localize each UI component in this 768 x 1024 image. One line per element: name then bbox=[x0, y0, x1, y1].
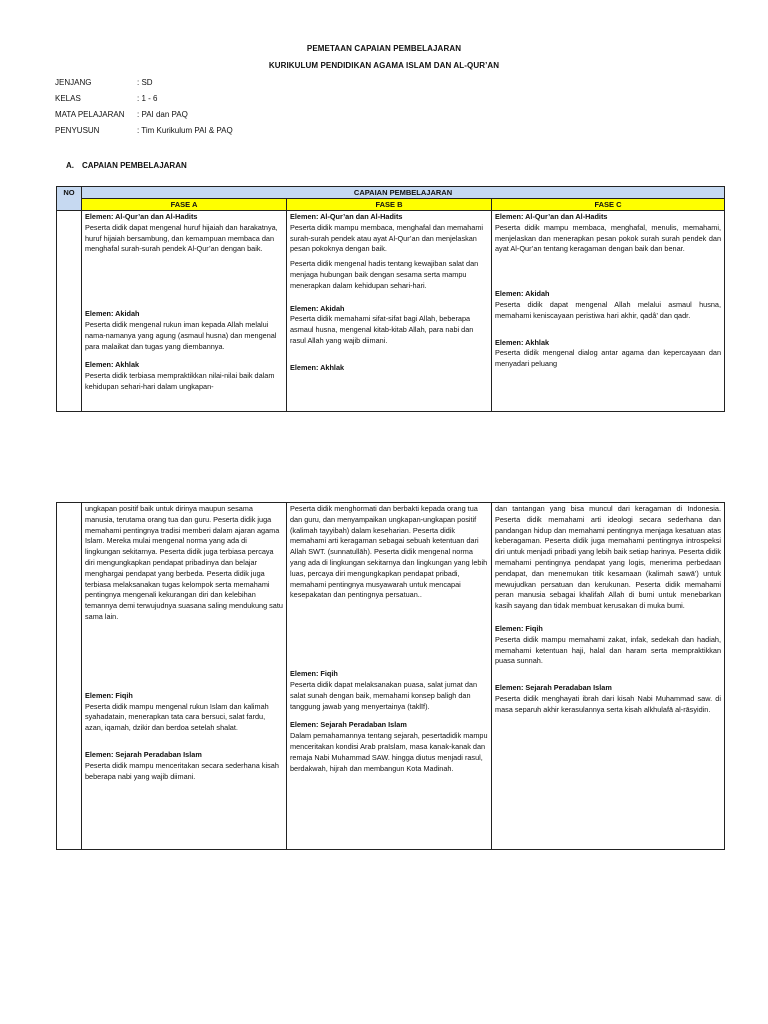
cell-fase-b bbox=[287, 211, 492, 412]
meta-value: : SD bbox=[137, 78, 153, 87]
element-title: Elemen: Sejarah Peradaban Islam bbox=[85, 749, 202, 759]
no-cell bbox=[57, 211, 82, 412]
element-text: Peserta didik dapat mengenal Allah melalui asmaul husna, memahami keniscayaan peristiwa hari akhir, qadâ’ dan qadr. bbox=[495, 299, 722, 320]
capaian-table-page-2 bbox=[56, 502, 725, 850]
element-title: Elemen: Sejarah Peradaban Islam bbox=[290, 720, 407, 730]
no-cell bbox=[57, 503, 82, 850]
meta-row-jenjang bbox=[55, 75, 233, 91]
meta-value: : PAI dan PAQ bbox=[137, 110, 188, 119]
element-text: Peserta didik mampu mengenal rukun Islam dan kalimah syahadatain, menerapkan tata cara bersuci, salat fardu, azan, iqamah, dzikir dan berdoa setelah shalat. bbox=[85, 701, 269, 733]
element-title: Elemen: Akhlak bbox=[290, 362, 345, 372]
meta-row-mata-pelajaran bbox=[55, 107, 233, 123]
document-subtitle: KURIKULUM PENDIDIKAN AGAMA ISLAM DAN AL-QUR’AN bbox=[268, 61, 500, 70]
element-title: Elemen: Fiqih bbox=[290, 669, 338, 679]
element-title: Elemen: Al-Qur’an dan Al-Hadits bbox=[85, 212, 198, 221]
document-meta bbox=[55, 75, 233, 139]
header-fase-b: FASE B bbox=[287, 199, 492, 211]
element-title: Elemen: Akidah bbox=[85, 309, 140, 319]
element-text: Peserta didik menghormati dan berbakti kepada orang tua dan guru, dan menyampaikan ungkapan-ungkapan positif (kalimah tayyibah) dalam keseharian. Peserta didik memahami arti keragaman sebagai sebuah ketentuan dari Allah SWT. (sunnatullāh). Peserta didik mengenal norma yang ada di lingkungan sekitarnya dan lingkungan yang lebih luas, percaya diri mengungkapkan pendapat pribadi, memahami pentingnya musyawarah untuk mencapai kesepakatan dan pentingnya persatuan.. bbox=[290, 504, 488, 600]
element-title: Elemen: Akidah bbox=[290, 303, 345, 313]
meta-key: KELAS bbox=[55, 94, 81, 103]
element-text: ungkapan positif baik untuk dirinya maupun sesama manusia, terutama orang tua dan guru. Peserta didik juga memahami pentingnya tradisi memberi dalam ajaran agama Islam. Mereka mulai mengenal norma yang ada di lingkungan sekitarnya. Peserta didik juga terbiasa percaya diri mengungkapkan pendapat pribadinya dan belajar menghargai pendapat yang berbeda. Peserta didik juga terbiasa melaksanakan tugas kelompok serta memahami pentingnya mengenali kekurangan diri dan kelebihan temannya demi terwujudnya suasana saling mendukung satu sama lain. bbox=[85, 504, 283, 621]
section-number: A. bbox=[66, 161, 74, 170]
element-title: Elemen: Fiqih bbox=[85, 690, 133, 700]
element-title: Elemen: Sejarah Peradaban Islam bbox=[495, 683, 612, 693]
element-text: Peserta didik mampu membaca, menghafal dan memahami surah-surah pendek atau ayat Al-Qur’an dan menjelaskan pesan pokoknya dengan baik. bbox=[290, 222, 484, 254]
element-title: Elemen: Akidah bbox=[495, 289, 550, 299]
section-heading bbox=[66, 161, 187, 170]
cell-fase-c bbox=[492, 211, 725, 412]
meta-key: JENJANG bbox=[55, 78, 92, 87]
element-title: Elemen: Fiqih bbox=[495, 623, 543, 633]
header-no: NO bbox=[57, 187, 82, 211]
element-text: Dalam pemahamannya tentang sejarah, pesertadidik mampu menceritakan kondisi Arab praIslam, masa kanak-kanak dan remaja Nabi Muhammad SAW. hingga diutus menjadi rasul, berdakwah, hijrah dan membangun Kota Madinah. bbox=[290, 731, 488, 773]
element-text: Peserta didik mampu memahami zakat, infak, sedekah dan hadiah, memahami ketentuan haji, halal dan haram serta mempraktikkan puasa sunnah. bbox=[495, 634, 721, 666]
element-title: Elemen: Al-Qur’an dan Al-Hadits bbox=[495, 212, 608, 221]
element-text: Peserta didik mampu membaca, menghafal, menulis, memahami, menjelaskan dan menerapkan pesan pokok surah surah pendek dan ayat Al-Qur’an tentang keragaman dengan baik dan benar. bbox=[495, 222, 722, 254]
meta-row-kelas bbox=[55, 91, 233, 107]
meta-row-penyusun bbox=[55, 123, 233, 139]
meta-value: : Tim Kurikulum PAI & PAQ bbox=[137, 126, 233, 135]
document-title: PEMETAAN CAPAIAN PEMBELAJARAN bbox=[306, 44, 462, 53]
header-fase-c: FASE C bbox=[492, 199, 725, 211]
cell-fase-a bbox=[82, 503, 287, 850]
element-text: Peserta didik dapat melaksanakan puasa, salat jumat dan salat sunah dengan baik, memahami konsep baligh dan tanggung jawab yang menyertainya (taklīf). bbox=[290, 679, 477, 711]
cell-fase-c bbox=[492, 503, 725, 850]
element-text: Peserta didik terbiasa mempraktikkan nilai-nilai baik dalam kehidupan sehari-hari dalam ungkapan- bbox=[85, 371, 275, 391]
element-title: Elemen: Akhlak bbox=[85, 360, 140, 370]
element-title: Elemen: Al-Qur’an dan Al-Hadits bbox=[290, 212, 403, 221]
meta-key: MATA PELAJARAN bbox=[55, 110, 125, 119]
header-capaian: CAPAIAN PEMBELAJARAN bbox=[82, 187, 725, 199]
element-text: Peserta didik mampu menceritakan secara sederhana kisah beberapa nabi yang wajib diimani. bbox=[85, 760, 279, 781]
meta-value: : 1 - 6 bbox=[137, 94, 158, 103]
element-text: Peserta didik dapat mengenal huruf hijaiah dan harakatnya, huruf hijaiah bersambung, dan kemampuan membaca dan menghafal surah-surah pendek Al-Qur’an dengan baik. bbox=[85, 222, 278, 254]
meta-key: PENYUSUN bbox=[55, 126, 100, 135]
cell-fase-b bbox=[287, 503, 492, 850]
element-text: Peserta didik mengenal hadis tentang kewajiban salat dan menjaga hubungan baik dengan sesama serta mampu menerapkan dalam kehidupan sehari-hari. bbox=[290, 259, 479, 290]
element-text: dan tantangan yang bisa muncul dari keragaman di Indonesia. Peserta didik memahami arti ideologi secara sederhana dan pandangan hidup dan memahami pentingnya menjaga kesatuan atas keberagaman. Peserta didik juga memahami pentingnya introspeksi diri untuk menjadi pribadi yang lebih baik setiap harinya. Peserta didik memahami pentingnya pendapat yang logis, menerima perbedaan pendapat, dan menemukan titik kesamaan (kalimah sawā’) untuk mewujudkan persatuan dan kerukunan. Peserta didik memahami peran manusia sebagai khalifah Allah di bumi untuk menebarkan kasih sayang dan tidak membuat kerusakan di muka bumi. bbox=[495, 504, 721, 611]
element-title: Elemen: Akhlak bbox=[495, 337, 550, 347]
element-text: Peserta didik menghayati ibrah dari kisah Nabi Muhammad saw. di masa separuh akhir kerasulannya serta kisah alkhulafā al-rāsyidin. bbox=[495, 693, 721, 714]
element-text: Peserta didik memahami sifat-sifat bagi Allah, beberapa asmaul husna, mengenal kitab-kitab Allah, para nabi dan rasul Allah yang wajib diimani. bbox=[290, 314, 474, 345]
capaian-table-page-1 bbox=[56, 186, 725, 412]
cell-fase-a bbox=[82, 211, 287, 412]
section-title: CAPAIAN PEMBELAJARAN bbox=[82, 161, 187, 170]
element-text: Peserta didik mengenal dialog antar agama dan kepercayaan dan menyadari peluang bbox=[495, 348, 722, 369]
element-text: Peserta didik mengenal rukun iman kepada Allah melalui nama-namanya yang agung (asmaul husna) dan mengenal para malaikat dan tugas yang diembannya. bbox=[85, 319, 277, 351]
header-fase-a: FASE A bbox=[82, 199, 287, 211]
